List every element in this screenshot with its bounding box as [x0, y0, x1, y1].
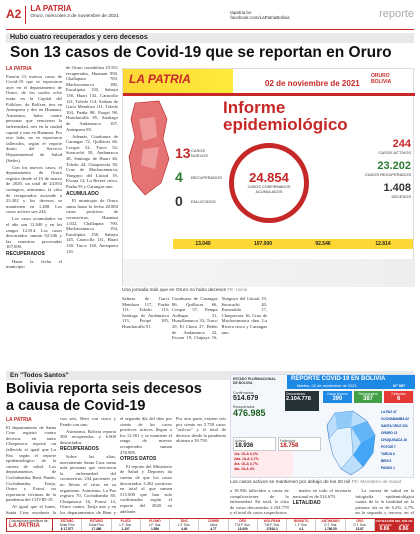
story2-subhead-recuperados: RECUPERADOS: [60, 446, 99, 453]
daily-new-box: [323, 391, 352, 403]
legend-item-5: CHUQUISACA 16: [381, 438, 407, 442]
story1-col1: [6, 65, 62, 370]
ticker-cell-s: L.F. Sus.: [148, 523, 162, 527]
story2-para10: mados en todo el territorio nacional es de 514.679.: [292, 488, 352, 499]
waves-box: [233, 451, 293, 477]
total-cases-value: 24.854: [249, 170, 289, 185]
bolivia-gov: ESTADO PLURINACIONAL DE BOLIVIA: [233, 377, 276, 385]
story2-col1: [6, 416, 56, 516]
new-cases-value: 13: [175, 145, 191, 161]
legend-item-8: BENI 5: [381, 459, 392, 463]
bolivia-map: [323, 409, 379, 477]
story2-headline: Bolivia reporta seis decesos a causa de Covid-19: [6, 381, 202, 414]
ticker-cell-s: L.F. Sus.: [119, 523, 132, 527]
story1-para4: Hasta la fecha el municipio: [6, 258, 62, 270]
ticker-cell-s: T.M.F. Sus.: [234, 523, 251, 527]
department-map: [125, 99, 173, 199]
recovered-label: RECUPERADOS: [191, 174, 222, 180]
ticker-brand: [7, 519, 53, 531]
daily-dead-box: [384, 391, 413, 403]
wave-3: 3ra. OLA 2,7%: [234, 462, 259, 466]
story2-subhead-otros: OTROS DATOS: [120, 456, 157, 463]
fx-buy-label: COMPRA: [378, 523, 392, 527]
ticker-brand-name: LA PATRIA: [9, 523, 40, 529]
ticker-cell-v: 22.87: [355, 527, 364, 531]
bolivia-report-caption: [230, 480, 414, 485]
legend-item-4: ORURO 13: [381, 431, 398, 435]
story2-para7: El reporte del Ministerio de Salud y Deportes da cuenta de que los casos descartados 3.262 positivos en total al que suman 515.000 que han sido confirmados según el reporte del 2020 en adelante.: [120, 463, 172, 514]
legend-item-6: POTOSÍ 7: [381, 445, 396, 449]
ticker-cell-s: Dólar Fino: [59, 523, 75, 527]
caption-credit: FE: Inicio: [227, 288, 248, 293]
infographic-region: ORURO BOLIVIA: [371, 73, 392, 85]
deaths-stat: [175, 193, 221, 209]
ticker-cell-h: COBRE: [207, 519, 220, 523]
section-label: reporte: [379, 8, 414, 20]
page-number: A2: [6, 7, 22, 21]
ticker-cell-h: ZINC: [180, 519, 188, 523]
ticker-cell: [229, 519, 258, 531]
legend-item-1: LA PAZ 47: [381, 410, 397, 414]
national-stats: [233, 391, 285, 435]
ticker-cell-h: ORO: [356, 519, 364, 523]
infographic-brand: LA PATRIA: [129, 72, 191, 86]
confirmed-value: 514.679: [233, 395, 259, 402]
ticker-cell-s: T.M.F. Sus.: [264, 523, 280, 527]
paper-name: LA PATRIA: [30, 4, 72, 13]
national-active-value: 18.936: [235, 443, 254, 449]
ticker-cell-v: 13.000: [237, 527, 248, 531]
ticker-cell: [82, 519, 111, 531]
story2-below: [230, 488, 414, 516]
legend-item-3: SANTA CRUZ 234: [381, 424, 408, 428]
story2-para6: el segundo día del diez por ciento de los casos positivos activos llegan a los 12.501 y se mantiene el rango de nuevos recuperados suman 476.985.: [120, 416, 172, 455]
new-cases-stat: [175, 145, 221, 161]
active-label: CASOS ACTIVOS: [378, 150, 411, 155]
national-deaths-value: 18.758: [280, 443, 299, 449]
ticker-cell-s: Dólar Fino: [89, 523, 104, 527]
ticker-cell-v: 1.786.55: [324, 527, 337, 531]
story2-subhead-letalidad: LETALIDAD: [292, 500, 321, 507]
ticker-cells: [53, 519, 375, 531]
deaths-label: FALLECIDOS: [191, 198, 216, 204]
report-caption-text: Los casos activos se mantienen por debajo de los 20 mil: [230, 480, 351, 485]
ticker-cell-s: O.T. Sus.: [323, 523, 338, 527]
total-cases-ring: [229, 143, 309, 223]
bolivia-map-icon: [323, 409, 379, 477]
page-header: [6, 4, 414, 30]
daily-dead-label: Fallecidos: [391, 392, 406, 396]
ticker-cell-v: 1.556: [150, 527, 159, 531]
legend-item-2: COCHABAMBA 62: [381, 417, 409, 421]
ticker-cell-v: $ 17.577: [60, 527, 74, 531]
caption-text: Una jornada más que en Oruro no hubo decesos: [122, 288, 226, 293]
story1-col3: [122, 296, 169, 368]
daily-stats: [323, 391, 413, 403]
ticker-cell: [170, 519, 199, 531]
story1-para6: Además, Curahuara de Carangas 72, Quillacas 66, Corque 52, Turco 52, Soracachi 50, Andamarca 48, Santiago de Huari 46, Toledo 44, Choquecota 38, Cruz de Machacamarca, Yunguyo del Litoral 19, Escara 12, La Rivera cinco, Pazña 95 y Carangas uno.: [66, 133, 118, 189]
ticker-cell: [53, 519, 82, 531]
report-title: REPORTE COVID-19 EN BOLIVIA: [291, 376, 386, 382]
story1-para8: Salinas de Garci Mendoza 117, Pazña 111, Toledo 113, Santiago de Andamarca 113, Poopó 105, Huachacalla 91.: [122, 296, 169, 329]
wave-1: 1ra. OLA 6,2%: [234, 452, 259, 456]
oruro-map-icon: [125, 99, 173, 199]
daily-new-value: 390: [332, 396, 343, 402]
active-value: 244: [392, 138, 411, 150]
ticker-cell-h: BISMUTO: [293, 519, 309, 523]
total-recovered-value: 23.202: [377, 160, 411, 172]
story1-para5: de Oruro contabiliza 19.551 recuperados, Huanuni 958, Challapata 703, Machacamarca 180, Eucaliptus 150, Sabaya 138, Huari 132, Caracollo 121, Toledo 114, Salinas de Garci Mendoza 111, Toledo 104, Pazña 98, Poopó 98, Huachacalla 85, Santiago de Andamarca 107, Antequera 85.: [66, 65, 118, 132]
story2-para2: Al igual que el lunes, Santa Cruz encabeza la: [6, 504, 56, 515]
wave-4: 4ta. OLA 4%: [234, 467, 255, 471]
story1-para7: El municipio de Oruro suma hasta la fecha 20.884 casos positivos de coronavirus, Huanuni 1.032, Challapata 790, Machacamarca 194, Eucaliptus 158, Sabaya 145, Caracollo 131, Huari 138, Turco 130, Antequera 118.: [66, 198, 118, 254]
deaths-value: 0: [175, 193, 183, 209]
ticker-cell-h: PLOMO: [149, 519, 161, 523]
report-date: Martes, 02 de noviembre de 2021: [297, 383, 357, 388]
ticker-cell-v: 4.77: [210, 527, 217, 531]
strip-value-1: 13.040: [195, 241, 211, 247]
bolivia-report: [230, 374, 414, 478]
daily-rec-label: Recuperados: [358, 392, 378, 396]
ticker-cell-v: 17.486: [91, 527, 102, 531]
story1-subhead-recuperados: RECUPERADOS: [6, 251, 45, 257]
ticker-cell-s: O.T. Sus.: [353, 523, 367, 527]
story1-col2: [66, 65, 118, 290]
fx-title: COTIZACIÓN DEL DÓLAR: [375, 519, 413, 523]
ticker-cell-v: 17610.2: [266, 527, 278, 531]
ticker-cell-h: PLATA: [120, 519, 131, 523]
story2-para5: Sobre las altas, nuevamente Santa Cruz suma más personas que vencieron la enfermedad del coronavirus, 234 pacientes ya no llevan el virus en su organismo. Asimismo, La Paz registra 70, Cochabamba 38, Chuquisaca 16, Potosí 14, Oruro cuatro, Tarija uno y en los departamentos de Beni y: [60, 454, 116, 515]
ticker-bar: [6, 518, 414, 532]
infographic-date: 02 de noviembre de 2021: [265, 79, 360, 88]
ticker-cell: [258, 519, 287, 531]
new-cases-label: CASOS NUEVOS: [191, 148, 208, 158]
header-date: Oruro, miércoles 3 de noviembre de 2021: [30, 14, 119, 19]
national-recovered-label: Recuperados: [233, 405, 255, 409]
story1-col4: [172, 296, 267, 368]
story2-col2: [60, 416, 116, 516]
recovered-value: 4: [175, 169, 183, 185]
daily-dead-value: 6: [397, 396, 401, 402]
story2-col3: [120, 416, 172, 516]
ticker-cell-h: ESTAÑO: [89, 519, 103, 523]
ticker-cell-s: L.F. Sus.: [177, 523, 191, 527]
daily-rec-value: 387: [363, 396, 374, 402]
infographic-strip: [173, 239, 413, 249]
story1-para1: Fueron 13 nuevos casos de Covid-19 que se reportaron ayer en el departamento de Oruro, de los cuales ocho están en la Capital del Folklore, de Bolívar, tres en Antequera y dos en Huanuni. Asimismo, hubo cuatro personas que vencieron la enfermedad, tres en la ciudad capital y uno en Huanuni. Por otro lado, no se reportaron fallecidos, según el reporte diario del Servicio Departamental de Salud (Sedes).: [6, 73, 62, 163]
total-recovered-label: CASOS RECUPERADOS: [364, 172, 411, 177]
strip-value-2: 107.000: [253, 241, 273, 247]
header-facebook[interactable]: facebook.com/LaPatriaBolivia: [230, 15, 290, 20]
fx-box: [375, 519, 413, 531]
ticker-cell-v: 1.107: [121, 527, 130, 531]
ticker-cell: [112, 519, 141, 531]
ticker-cell-v: 4.49: [181, 527, 188, 531]
discarded-label: Descartados: [286, 392, 306, 396]
story2-kicker: En "Todos Santos": [6, 371, 414, 380]
fx-buy-value: 6.86: [379, 526, 390, 532]
total-cases-label: CASOS CONFIRMADOS ACUMULADOS: [247, 185, 291, 194]
recovered-stat: [175, 169, 221, 185]
ticker-cell-v: 4.1: [299, 527, 304, 531]
ticker-cell: [141, 519, 170, 531]
story1-headline: Son 13 casos de Covid-19 que se reportan en Oruro: [10, 44, 392, 61]
story1-subhead-acumulado: ACUMULADO: [66, 190, 99, 197]
ticker-cell-s: L.F. Sus.: [295, 523, 308, 527]
header-web[interactable]: lapatria.bo: [230, 10, 252, 15]
discarded-value: 2.104.778: [286, 396, 311, 402]
national-active-label: Activos: [235, 439, 246, 443]
story1-source: LA PATRIA: [6, 66, 32, 72]
ticker-cell-h: ANTIMONIO: [321, 519, 340, 523]
legend-item-9: PANDO 1: [381, 466, 395, 470]
infographic-oruro: [122, 68, 414, 286]
strip-value-4: 12.814: [375, 241, 391, 247]
infographic-title: Informe epidemiológico: [223, 98, 348, 134]
story1-para2: Con los nuevos casos, el departamento de Oruro registra desde el 10 de marzo de 2020, un total de 24.854 contagios, asimismo, la cifra de recuperados asciende a 23.202 y los decesos se mantienen en 1.408. Los casos activos son 244.: [6, 164, 62, 215]
story1-para9: Curahuara de Carangas 86, Quillacas 66, Corque 57, Pampa Aullagas 31, Huayllamarca 33, Turco 29, El Choro 27, Belén de Andamarca 22, Escara 19, Chipaya 16, Yunguyo del Litoral 19, Soracachi 20, Esmeralda 17, Choquecota 16, Cruz de Machacamarca diez, La Rivera cinco y Carangas uno.: [172, 296, 267, 341]
dept-legend: [381, 409, 413, 477]
wave-2: 2da. OLA 2,7%: [234, 457, 259, 461]
ticker-cell: [199, 519, 228, 531]
infographic-caption: [122, 288, 412, 293]
deaths-box: [278, 437, 321, 451]
story2-para1: El departamento de Santa Cruz registró cuatro decesos, en tanto Chuquisaca reportó un fallecido al igual que La Paz, según el reporte epidemiológico de la cartera de salud. Los departamentos de Cochabamba, Beni, Pando, Cochabamba, Tarija, Oruro y Potosí no reportaron víctimas de la pandemia del COVID-19.: [6, 424, 56, 503]
national-recovered-value: 476.985: [233, 408, 266, 418]
confirmed-label: Confirmados: [233, 391, 254, 395]
right-stats: [315, 139, 411, 199]
story1-para3: Los casos acumulados en el año son 12.040 y en los rangos 12.814. Los casos descartados suman 92.546 y las muestras procesadas 107.000.: [6, 216, 62, 250]
fx-sell-label: VENTA: [399, 523, 410, 527]
ticker-cell-h: ORO: [239, 519, 247, 523]
daily-new-label: Casos Nuevos: [326, 392, 348, 396]
fx-sell-value: 6.86: [398, 526, 409, 532]
story1-kicker: Hubo cuatro recuperados y cero decesos: [6, 33, 414, 43]
story2-para9: a 18.936 fallecidos a causa de complicaciones de la enfermedad. En total, la cifra de casos descartados 2.104.778 y el total de casos sospechosos: [230, 488, 289, 516]
total-deaths-value: 1.408: [383, 182, 411, 194]
ticker-cell-h: WOLFRAM: [263, 519, 281, 523]
national-deaths-label: Fallecidos: [280, 439, 296, 443]
active-box: [233, 437, 276, 451]
ticker-cell-s: Libra: [209, 523, 217, 527]
report-caption-credit: FE: Ministerio de Salud: [351, 480, 402, 485]
story2-para4: Asimismo, Bolivia reporta 390 recuperados y 6.000 descartados.: [60, 428, 116, 445]
strip-value-3: 92.546: [315, 241, 331, 247]
total-deaths-label: DECESOS: [391, 194, 411, 199]
active-deaths-row: [233, 437, 321, 451]
story2-para8: Por otra parte, existen seis por ciento en 5.758 casos "activos" y el total de decesos desde la pandemia alcanza a 18.758.: [176, 416, 226, 444]
daily-rec-box: [354, 391, 383, 403]
ticker-cell: [287, 519, 316, 531]
story2-source: LA PATRIA: [6, 417, 32, 423]
ticker-cell-h: ESTAÑO: [60, 519, 74, 523]
ticker-cell: [346, 519, 375, 531]
ticker-label: Cotizaciones gentileza de:: [9, 519, 49, 523]
report-no: N° 587: [393, 383, 406, 388]
ticker-cell: [316, 519, 345, 531]
story2-para3: con seis, Beni con cinco y Pando con uno.: [60, 416, 116, 427]
legend-item-7: TARIJA 6: [381, 452, 395, 456]
discarded-box: [285, 391, 319, 411]
story2-col4: [176, 416, 226, 516]
story2-para11: La cartera de salud en la infografía epidemiológica cuarta de la la letalidad en la primera ola es de 6.2%, 2,7% en la segunda y tercera, en el: [355, 488, 414, 516]
